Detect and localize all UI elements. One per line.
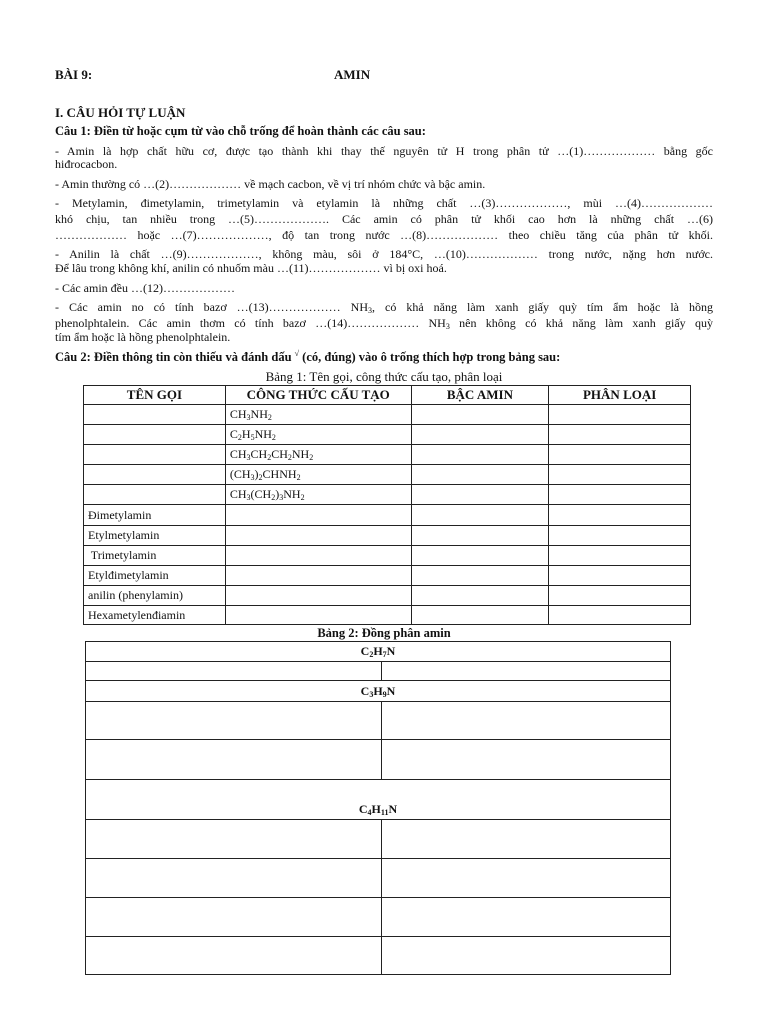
- q1-line-4a-rest: , …(10)……………… trong nước, nặng hơn nước.: [420, 247, 713, 261]
- table-cell[interactable]: [382, 820, 671, 859]
- table-1-caption: Bảng 1: Tên gọi, công thức cấu tạo, phân loại: [265, 369, 503, 384]
- question-2-title: [55, 350, 560, 365]
- table-cell[interactable]: [411, 465, 549, 485]
- q1-line-6a-rest: , có khả năng làm xanh giấy quỳ tím ẩm hoặc là hồng: [372, 300, 714, 314]
- table-2: [85, 641, 671, 975]
- q1-line-4a-text: - Anilin là chất …(9)………………, không màu, sôi ở 184: [55, 247, 408, 261]
- q1-line-5: - Các amin đều …(12)………………: [55, 281, 235, 295]
- table-cell[interactable]: [225, 505, 411, 526]
- table-cell[interactable]: [84, 465, 226, 485]
- q1-line-3b: khó chịu, tan nhiều trong …(5)………………. Các amin có phân tử khối cao hơn là những chất …(6): [55, 212, 713, 226]
- isomer-formula-header: $C_2H_7N$: [86, 642, 671, 662]
- q2-title-rest: (có, đúng) vào ô trống thích hợp trong bảng sau:: [299, 350, 561, 364]
- formula-cell: $(CH_3)_2CHNH_2$: [225, 465, 411, 485]
- q1-line-4a: [55, 248, 713, 261]
- table-cell[interactable]: [382, 898, 671, 937]
- subscript: 3: [368, 306, 373, 315]
- col-header-name: TÊN GỌI: [84, 386, 226, 405]
- question-1-title: Câu 1: Điền từ hoặc cụm từ vào chỗ trống để hoàn thành các câu sau:: [55, 124, 426, 138]
- table-cell[interactable]: [411, 425, 549, 445]
- table-cell[interactable]: [86, 702, 382, 740]
- table-cell[interactable]: [86, 859, 382, 898]
- col-header-type: PHÂN LOẠI: [549, 386, 691, 405]
- amine-name-cell: Etylđimetylamin: [84, 566, 226, 586]
- amine-name-cell: anilin (phenylamin): [84, 586, 226, 606]
- table-cell[interactable]: [84, 485, 226, 505]
- table-cell[interactable]: [382, 937, 671, 975]
- table-cell[interactable]: [549, 485, 691, 505]
- q1-line-6b-text: phenolphtalein. Các amin thơm có tính bazơ …(14)……………… NH: [55, 316, 446, 330]
- table-1: [83, 385, 691, 625]
- table-cell[interactable]: [84, 425, 226, 445]
- isomer-formula-header: $C_4H_{11}N$: [86, 800, 671, 820]
- check-mark: √: [294, 348, 300, 358]
- table-cell[interactable]: [382, 662, 671, 681]
- table-cell[interactable]: [411, 606, 549, 625]
- q1-line-6a-text: - Các amin no có tính bazơ …(13)……………… NH: [55, 300, 369, 314]
- table-cell[interactable]: [549, 405, 691, 425]
- formula-cell: $CH_3NH_2$: [225, 405, 411, 425]
- table-cell[interactable]: [549, 445, 691, 465]
- q2-title-text: Câu 2: Điền thông tin còn thiếu và đánh dấu: [55, 350, 295, 364]
- q1-line-6a: [55, 301, 713, 314]
- formula-cell: $CH_3(CH_2)_3NH_2$: [225, 485, 411, 505]
- table-cell[interactable]: [86, 662, 382, 681]
- q1-line-1a: - Amin là hợp chất hữu cơ, được tạo thành khi thay thế nguyên tử H trong phân tử …(1)……………… bằng gốc: [55, 144, 713, 158]
- section-title: I. CÂU HỎI TỰ LUẬN: [55, 105, 186, 120]
- table-cell[interactable]: [411, 445, 549, 465]
- table-cell[interactable]: [86, 740, 382, 780]
- amine-name-cell: Đimetylamin: [84, 505, 226, 526]
- table-cell[interactable]: [411, 546, 549, 566]
- table-cell[interactable]: [549, 526, 691, 546]
- q1-line-6b-rest: nên không có khả năng làm xanh giấy quỳ: [449, 316, 713, 330]
- table-2-caption: Bảng 2: Đồng phân amin: [317, 626, 451, 640]
- q1-line-2: - Amin thường có …(2)……………… về mạch cacbon, về vị trí nhóm chức và bậc amin.: [55, 177, 486, 191]
- subscript: 3: [445, 322, 450, 331]
- col-header-formula: CÔNG THỨC CẤU TẠO: [225, 386, 411, 405]
- formula-cell: $C_2H_5NH_2$: [225, 425, 411, 445]
- table-cell[interactable]: [549, 606, 691, 625]
- lesson-number: BÀI 9:: [55, 67, 93, 82]
- col-header-degree: BẬC AMIN: [411, 386, 549, 405]
- table-cell[interactable]: [382, 859, 671, 898]
- lesson-title: AMIN: [334, 67, 371, 82]
- q1-line-6b: [55, 317, 713, 330]
- table-cell[interactable]: [225, 546, 411, 566]
- table-cell[interactable]: [549, 566, 691, 586]
- table-cell[interactable]: [84, 445, 226, 465]
- q1-line-3c: ……………… hoặc …(7)………………, độ tan trong nước …(8)……………… theo chiều tăng của phân tử khối.: [55, 228, 713, 242]
- table-cell[interactable]: [411, 586, 549, 606]
- q1-line-4b: Để lâu trong không khí, anilin có nhuốm màu …(11)……………… vì bị oxi hoá.: [55, 261, 447, 275]
- table-cell[interactable]: [86, 898, 382, 937]
- table-cell[interactable]: [411, 505, 549, 526]
- table-cell[interactable]: [225, 586, 411, 606]
- q1-line-6c: tím ẩm hoặc là hồng phenolphtalein.: [55, 330, 231, 344]
- table-cell[interactable]: [411, 485, 549, 505]
- isomer-formula-header: [86, 780, 671, 800]
- table-cell[interactable]: [549, 505, 691, 526]
- formula-cell: $CH_3CH_2CH_2NH_2$: [225, 445, 411, 465]
- table-cell[interactable]: [86, 820, 382, 859]
- amine-name-cell: Etylmetylamin: [84, 526, 226, 546]
- table-cell[interactable]: [225, 526, 411, 546]
- table-cell[interactable]: [84, 405, 226, 425]
- amine-name-cell: Hexametylenđiamin: [84, 606, 226, 625]
- table-cell[interactable]: [225, 606, 411, 625]
- table-cell[interactable]: [86, 937, 382, 975]
- table-cell[interactable]: [549, 546, 691, 566]
- table-cell[interactable]: [225, 566, 411, 586]
- amine-name-cell: Trimetylamin: [84, 546, 226, 566]
- table-cell[interactable]: [411, 526, 549, 546]
- isomer-formula-header: $C_3H_9N$: [86, 681, 671, 702]
- table-cell[interactable]: [549, 586, 691, 606]
- q1-line-1b: hiđrocacbon.: [55, 157, 118, 171]
- table-cell[interactable]: [411, 405, 549, 425]
- table-cell[interactable]: [411, 566, 549, 586]
- table-cell[interactable]: [549, 425, 691, 445]
- q1-line-3a: - Metylamin, đimetylamin, trimetylamin và etylamin là những chất …(3)………………, mùi …(4)………………: [55, 196, 713, 210]
- degree-unit: °C: [407, 247, 421, 261]
- table-cell[interactable]: [382, 740, 671, 780]
- table-cell[interactable]: [382, 702, 671, 740]
- table-cell[interactable]: [549, 465, 691, 485]
